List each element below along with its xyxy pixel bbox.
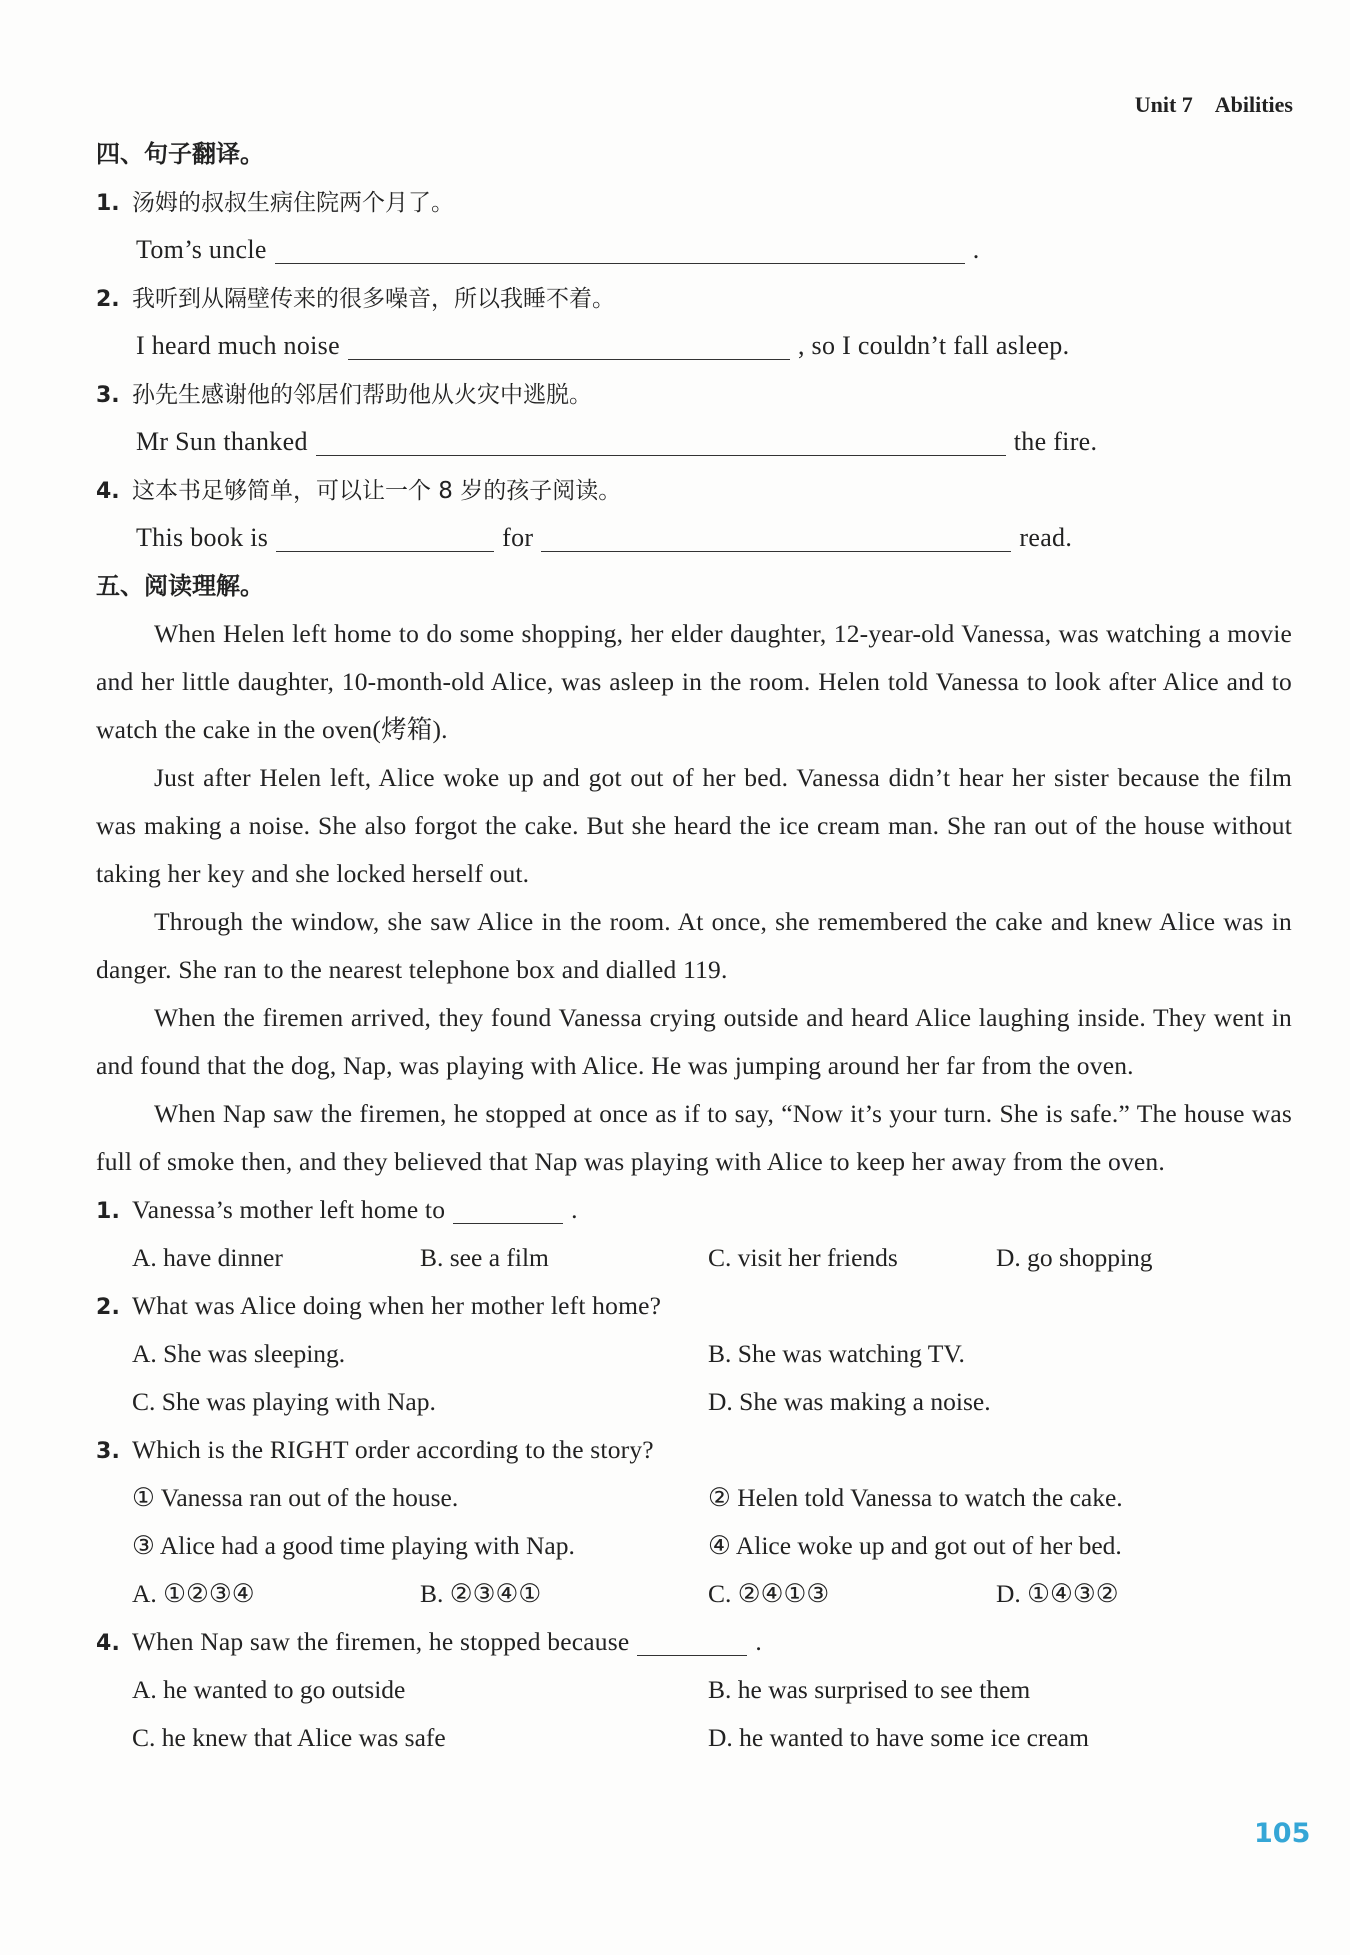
option-c[interactable]: C. he knew that Alice was safe [132,1723,446,1752]
event-2: ② Helen told Vanessa to watch the cake. [708,1483,1123,1512]
answer-prefix: I heard much noise [136,331,340,360]
answer-blank[interactable] [453,1193,563,1224]
answer-middle: for [502,523,534,552]
answer-suffix: , so I couldn’t fall asleep. [797,331,1070,360]
chinese-sentence: 我听到从隔壁传来的很多噪音，所以我睡不着。 [132,286,615,312]
question-4-options-row-2 [96,1714,1292,1762]
unit-label: Unit 7 [1134,92,1193,117]
question-2 [96,1282,1292,1330]
question-3-options [96,1570,1292,1618]
answer-blank[interactable] [637,1625,747,1656]
question-2-options-row-2 [96,1378,1292,1426]
question-2-options-row-1 [96,1330,1292,1378]
question-end: . [571,1195,578,1224]
item-number: 1. [96,191,120,216]
chinese-sentence: 汤姆的叔叔生病住院两个月了。 [132,190,454,216]
chinese-sentence: 孙先生感谢他的邻居们帮助他从火灾中逃脱。 [132,382,592,408]
passage-paragraph-3: Through the window, she saw Alice in the room. At once, she remembered the cake and knew Alice was in danger. She ran to the nearest telephone box and dialled 119. [96,907,1292,984]
running-header [1135,92,1293,118]
option-b[interactable]: B. see a film [420,1243,549,1272]
option-a[interactable]: A. She was sleeping. [132,1339,346,1368]
answer-line-4 [96,514,1292,562]
section-title-translation: 四、句子翻译。 [96,140,264,168]
answer-suffix: read. [1019,523,1073,552]
question-1 [96,1186,1292,1234]
option-c[interactable]: C. visit her friends [708,1243,898,1272]
event-3: ③ Alice had a good time playing with Nap. [132,1531,575,1560]
translation-item-4 [96,466,1292,514]
option-a[interactable]: A. he wanted to go outside [132,1675,406,1704]
option-b[interactable]: B. ②③④① [420,1579,542,1608]
option-a[interactable]: A. have dinner [132,1243,283,1272]
answer-blank[interactable] [316,425,1006,456]
option-c[interactable]: C. She was playing with Nap. [132,1387,436,1416]
translation-item-2 [96,274,1292,322]
page-number: 105 [1254,1818,1311,1849]
option-b[interactable]: B. She was watching TV. [708,1339,965,1368]
answer-suffix: . [972,235,980,264]
option-a[interactable]: A. ①②③④ [132,1579,255,1608]
chinese-sentence: 这本书足够简单，可以让一个 8 岁的孩子阅读。 [132,478,622,504]
event-4: ④ Alice woke up and got out of her bed. [708,1531,1122,1560]
question-4 [96,1618,1292,1666]
answer-blank[interactable] [275,233,965,264]
option-d[interactable]: D. She was making a noise. [708,1387,991,1416]
option-c[interactable]: C. ②④①③ [708,1579,830,1608]
answer-line-3 [96,418,1292,466]
question-text: When Nap saw the firemen, he stopped because [132,1627,630,1656]
answer-prefix: Mr Sun thanked [136,427,308,456]
answer-suffix: the fire. [1013,427,1098,456]
unit-title: Abilities [1214,92,1293,117]
passage-paragraph-2: Just after Helen left, Alice woke up and got out of her bed. Vanessa didn’t hear her sister because the film was making a noise. She also forgot the cake. But she heard the ice cream man. She ran out of the house without taking her key and she locked herself out. [96,763,1292,888]
option-d[interactable]: D. he wanted to have some ice cream [708,1723,1089,1752]
item-number: 4. [96,479,120,504]
question-3-events-row-1 [96,1474,1292,1522]
question-1-options [96,1234,1292,1282]
passage-paragraph-1: When Helen left home to do some shopping, her elder daughter, 12-year-old Vanessa, was watching a movie and her little daughter, 10-month-old Alice, was asleep in the room. Helen told Vanessa to look after Alice and to watch the cake in the oven(烤箱). [96,619,1292,744]
question-number: 2. [96,1295,121,1320]
section-title-reading: 五、阅读理解。 [96,572,264,600]
question-text: Which is the RIGHT order according to the story? [132,1435,654,1464]
item-number: 3. [96,383,120,408]
option-d[interactable]: D. go shopping [996,1243,1153,1272]
question-number: 4. [96,1631,121,1656]
option-b[interactable]: B. he was surprised to see them [708,1675,1031,1704]
passage-paragraph-4: When the firemen arrived, they found Vanessa crying outside and heard Alice laughing inside. They went in and found that the dog, Nap, was playing with Alice. He was jumping around her far from the oven. [96,1003,1292,1080]
event-1: ① Vanessa ran out of the house. [132,1483,459,1512]
answer-prefix: This book is [136,523,269,552]
answer-prefix: Tom’s uncle [136,235,267,264]
question-3 [96,1426,1292,1474]
question-3-events-row-2 [96,1522,1292,1570]
answer-blank[interactable] [348,329,790,360]
question-number: 3. [96,1439,121,1464]
answer-blank-2[interactable] [541,521,1011,552]
translation-item-1 [96,178,1292,226]
question-end: . [755,1627,762,1656]
main-content [96,130,1292,1762]
translation-item-3 [96,370,1292,418]
question-text: Vanessa’s mother left home to [132,1195,446,1224]
answer-blank-1[interactable] [276,521,494,552]
question-number: 1. [96,1199,121,1224]
question-4-options-row-1 [96,1666,1292,1714]
option-d[interactable]: D. ①④③② [996,1579,1119,1608]
answer-line-1 [96,226,1292,274]
answer-line-2 [96,322,1292,370]
passage-paragraph-5: When Nap saw the firemen, he stopped at once as if to say, “Now it’s your turn. She is safe.” The house was full of smoke then, and they believed that Nap was playing with Alice to keep her away from the oven. [96,1099,1292,1176]
item-number: 2. [96,287,120,312]
question-text: What was Alice doing when her mother left home? [132,1291,662,1320]
